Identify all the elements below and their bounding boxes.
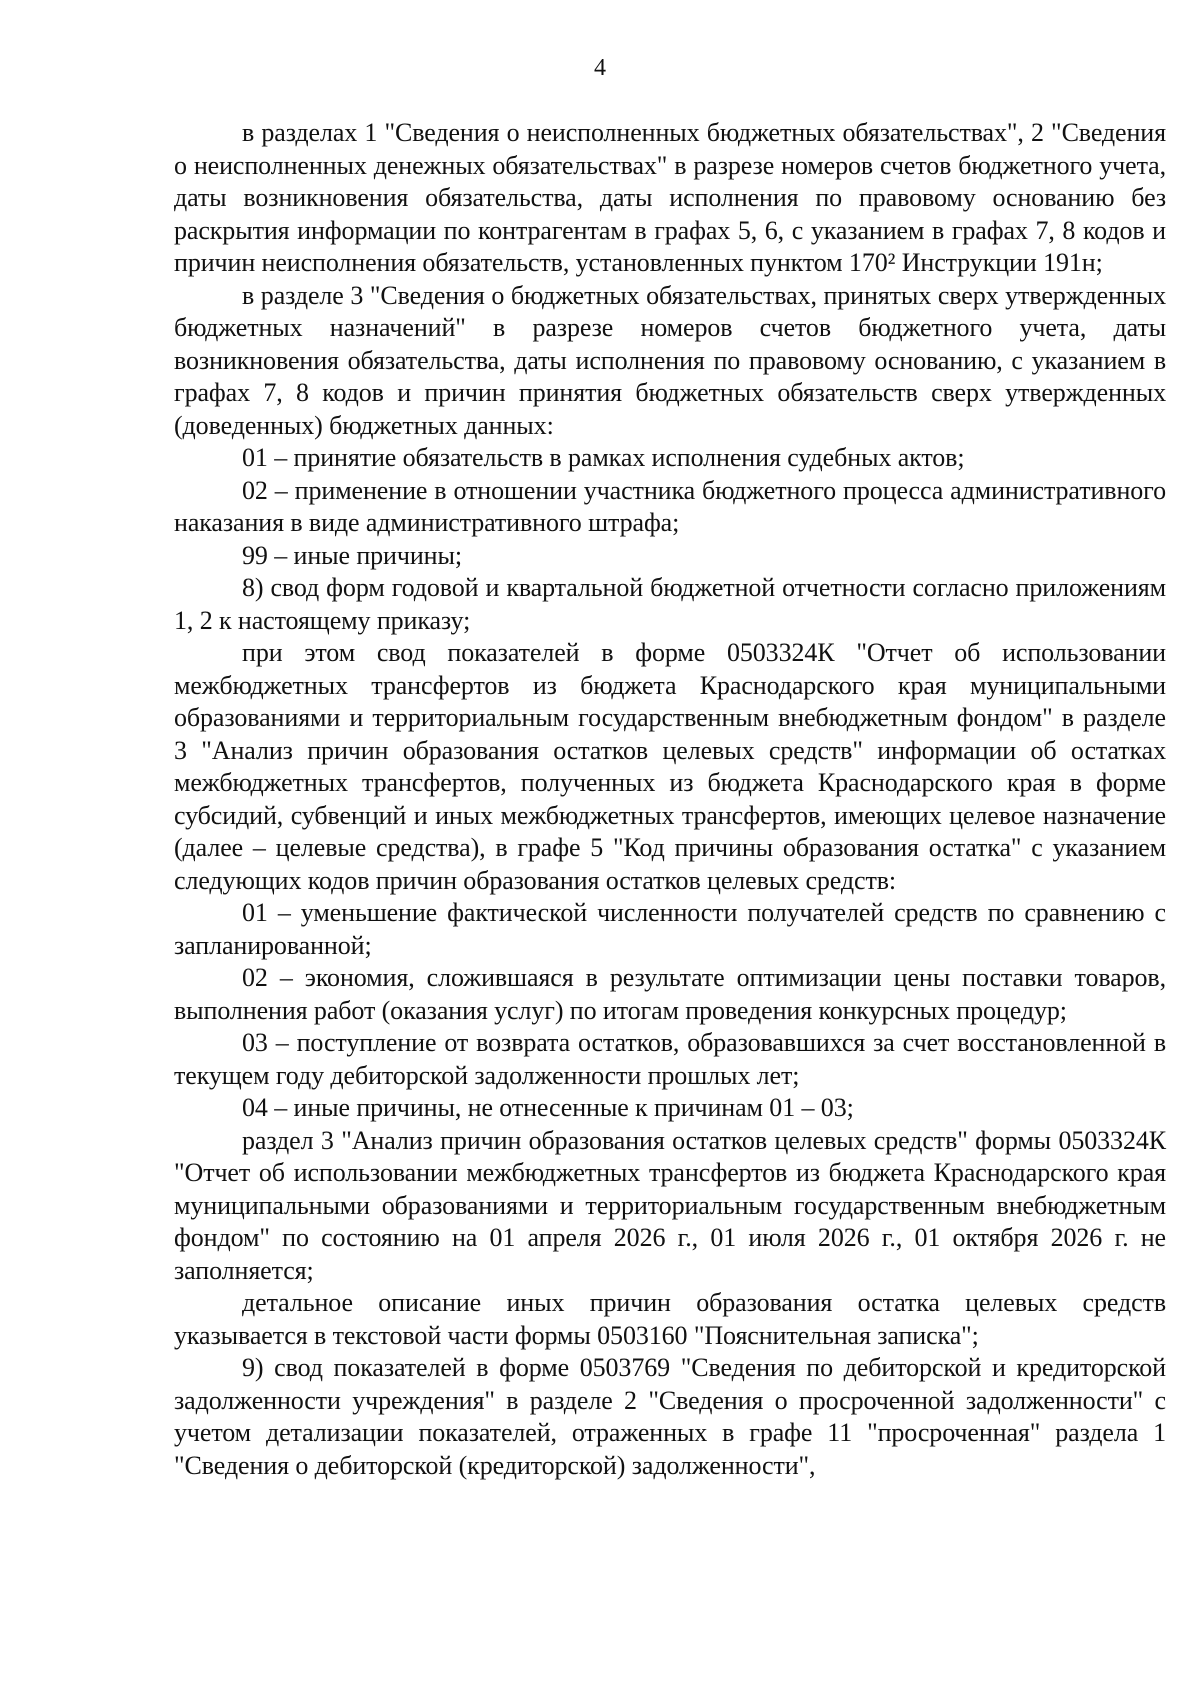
paragraph-item-9: 9) свод показателей в форме 0503769 "Сведения по дебиторской и кредиторской задолженности учреждения" в разделе 2 "Сведения о просроченной задолженности" с учетом детализации показателей, отраженных в графе 11 "просроченная" раздела 1 "Сведения о дебиторской (кредиторской) задолженности", — [174, 1353, 1166, 1480]
paragraph-reason-04: 04 – иные причины, не отнесенные к причинам 01 – 03; — [242, 1093, 854, 1122]
paragraph-sections-1-2: в разделах 1 "Сведения о неисполненных бюджетных обязательствах", 2 "Сведения о неисполненных денежных обязательствах" в разрезе номеров счетов бюджетного учета, даты возникновения обязательства, даты исполнения по правовому основанию без раскрытия информации по контрагентам в графах 5, 6, с указанием в графах 7, 8 кодов и причин неисполнения обязательств, установленных пунктом 170² Инструкции 191н; — [174, 118, 1166, 277]
paragraph-reason-01: 01 – уменьшение фактической численности получателей средств по сравнению с запланированной; — [174, 898, 1166, 960]
paragraph-detailed-description: детальное описание иных причин образования остатка целевых средств указывается в текстовой части формы 0503160 "Пояснительная записка"; — [174, 1288, 1166, 1350]
document-body — [174, 117, 1166, 1482]
paragraph-section-3: в разделе 3 "Сведения о бюджетных обязательствах, принятых сверх утвержденных бюджетных назначений" в разрезе номеров счетов бюджетного учета, даты возникновения обязательства, даты исполнения по правовому основанию, с указанием в графах 7, 8 кодов и причин принятия бюджетных обязательств сверх утвержденных (доведенных) бюджетных данных: — [174, 280, 1166, 440]
paragraph-item-8: 8) свод форм годовой и квартальной бюджетной отчетности согласно приложениям 1, 2 к настоящему приказу; — [174, 573, 1166, 635]
paragraph-reason-03: 03 – поступление от возврата остатков, образовавшихся за счет восстановленной в текущем году дебиторской задолженности прошлых лет; — [174, 1028, 1166, 1090]
paragraph-code-01-court: 01 – принятие обязательств в рамках исполнения судебных актов; — [242, 443, 965, 472]
paragraph-section-3-not-filled: раздел 3 "Анализ причин образования остатков целевых средств" формы 0503324К "Отчет об использовании межбюджетных трансфертов из бюджета Краснодарского края муниципальными образованиями и территориальным государственным внебюджетным фондом" по состоянию на 01 апреля 2026 г., 01 июля 2026 г., 01 октября 2026 г. не заполняется; — [174, 1125, 1166, 1285]
paragraph-code-02-fine: 02 – применение в отношении участника бюджетного процесса административного наказания в виде административного штрафа; — [174, 475, 1166, 537]
paragraph-code-99-other: 99 – иные причины; — [242, 540, 462, 570]
paragraph-reason-02: 02 – экономия, сложившаяся в результате оптимизации цены поставки товаров, выполнения работ (оказания услуг) по итогам проведения конкурсных процедур; — [174, 963, 1166, 1025]
page-number: 4 — [594, 55, 606, 81]
paragraph-form-0503324k: при этом свод показателей в форме 0503324К "Отчет об использовании межбюджетных трансфертов из бюджета Краснодарского края муниципальными образованиями и территориальным государственным внебюджетным фондом" в разделе 3 "Анализ причин образования остатков целевых средств" информации об остатках межбюджетных трансфертов, полученных из бюджета Краснодарского края в форме субсидий, субвенций и иных межбюджетных трансфертов, имеющих целевое назначение (далее – целевые средства), в графе 5 "Код причины образования остатка" с указанием следующих кодов причин образования остатков целевых средств: — [174, 638, 1166, 895]
